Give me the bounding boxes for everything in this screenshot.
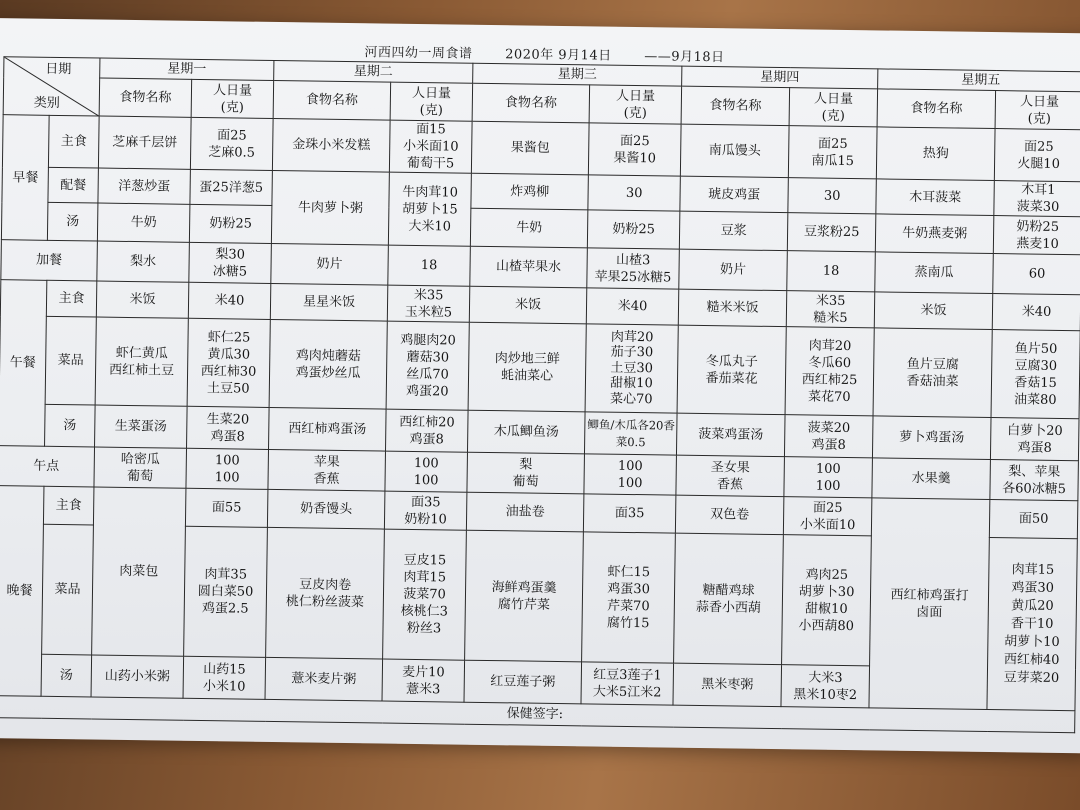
qty-cell: 100 100 — [186, 448, 269, 489]
food-cell: 西红柿鸡蛋汤 — [269, 407, 387, 451]
daily-qty-header: 人日量 (克) — [191, 79, 274, 118]
qty-cell: 虾仁15 鸡蛋30 芹菜70 腐竹15 — [582, 532, 676, 663]
cat-soup: 汤 — [45, 404, 96, 447]
qty-cell: 30 — [788, 178, 876, 214]
qty-cell: 肉茸20 冬瓜60 西红柿25 菜花70 — [785, 327, 874, 416]
qty-cell: 面25 火腿10 — [994, 129, 1080, 182]
meal-breakfast: 早餐 — [1, 115, 49, 241]
qty-cell: 米35 糙米5 — [786, 291, 875, 328]
qty-cell: 菠菜20 鸡蛋8 — [785, 415, 874, 458]
qty-cell: 米35 玉米粒5 — [387, 285, 470, 322]
food-cell: 山楂苹果水 — [470, 246, 588, 288]
food-cell: 糖醋鸡球 蒜香小西葫 — [674, 533, 784, 664]
food-cell: 薏米麦片粥 — [265, 657, 383, 701]
food-cell: 肉菜包 — [92, 487, 186, 656]
day-header-mon: 星期一 — [100, 58, 274, 80]
qty-cell: 肉茸35 圆白菜50 鸡蛋2.5 — [184, 526, 268, 657]
food-cell: 奶香馒头 — [267, 489, 385, 529]
food-cell: 洋葱炒蛋 — [98, 168, 190, 204]
corner-date-label: 日期 — [45, 61, 72, 78]
qty-cell: 肉茸15 鸡蛋30 黄瓜20 香干10 胡萝卜10 西红柿40 豆芽菜20 — [987, 538, 1077, 711]
food-cell: 菠菜鸡蛋汤 — [677, 413, 786, 457]
cat-dish: 菜品 — [45, 316, 96, 405]
school-title: 河西四幼一周食谱 — [364, 45, 473, 62]
food-cell: 炸鸡柳 — [471, 173, 588, 210]
cat-side: 配餐 — [48, 167, 98, 203]
food-cell: 双色卷 — [675, 495, 784, 535]
qty-cell: 面25 南瓜15 — [788, 126, 877, 179]
food-cell: 冬瓜丸子 番茄菜花 — [677, 325, 786, 414]
cat-soup: 汤 — [47, 202, 98, 241]
qty-cell: 鲫鱼/木瓜各20香 菜0.5 — [585, 412, 678, 455]
qty-cell: 牛肉茸10 胡萝卜15 大米10 — [388, 172, 471, 246]
qty-cell: 奶粉25 — [189, 204, 272, 243]
food-cell: 苹果 香蕉 — [268, 449, 386, 491]
food-cell: 梨水 — [97, 241, 190, 282]
food-cell: 琥皮鸡蛋 — [680, 176, 788, 213]
menu-paper — [0, 18, 1080, 753]
meal-dinner: 晚餐 — [0, 486, 44, 697]
food-cell: 奶片 — [271, 243, 389, 285]
food-cell: 热狗 — [876, 127, 995, 181]
food-name-header: 食物名称 — [273, 80, 391, 120]
day-header-thu: 星期四 — [682, 66, 878, 89]
food-cell: 黑米枣粥 — [673, 663, 782, 707]
qty-cell: 山楂3 苹果25冰糖5 — [587, 248, 680, 289]
qty-cell: 18 — [388, 245, 471, 286]
qty-cell: 面50 — [989, 500, 1078, 539]
qty-cell: 蛋25洋葱5 — [190, 169, 272, 205]
qty-cell: 山药15 小米10 — [183, 656, 266, 699]
food-cell: 虾仁黄瓜 西红柿土豆 — [95, 317, 188, 406]
food-cell: 水果羹 — [872, 458, 991, 500]
qty-cell: 米40 — [992, 294, 1080, 331]
daily-qty-header: 人日量 (克) — [995, 91, 1080, 130]
food-cell: 梨 葡萄 — [467, 452, 585, 494]
qty-cell: 西红柿20 鸡蛋8 — [386, 409, 469, 452]
meal-snack: 加餐 — [1, 240, 98, 281]
date-from: 2020年 9月14日 — [505, 47, 612, 64]
qty-cell: 60 — [993, 254, 1080, 295]
food-cell: 米饭 — [96, 281, 188, 318]
qty-cell: 30 — [588, 175, 680, 211]
food-cell: 奶片 — [679, 249, 788, 291]
food-cell: 木耳菠菜 — [876, 179, 994, 216]
qty-cell: 虾仁25 黄瓜30 西红柿30 土豆50 — [187, 318, 270, 407]
qty-cell: 鸡腿肉20 蘑菇30 丝瓜70 鸡蛋20 — [386, 321, 469, 410]
food-cell: 牛奶燕麦粥 — [875, 214, 994, 254]
day-header-fri: 星期五 — [878, 69, 1080, 92]
corner-category-label: 类别 — [33, 95, 60, 111]
qty-cell: 面35 — [583, 494, 676, 533]
date-to: ——9月18日 — [644, 49, 725, 66]
qty-cell: 面15 小米面10 葡萄干5 — [389, 120, 472, 173]
qty-cell: 面25 芝麻0.5 — [190, 117, 273, 170]
qty-cell: 红豆3莲子1 大米5江米2 — [581, 662, 674, 705]
food-name-header: 食物名称 — [877, 89, 996, 129]
qty-cell: 肉茸20 茄子30 土豆30 甜椒10 菜心70 — [585, 324, 678, 413]
qty-cell: 100 100 — [784, 457, 873, 498]
day-header-wed: 星期三 — [473, 63, 682, 86]
food-cell: 哈密瓜 葡萄 — [94, 447, 187, 488]
food-cell: 圣女果 香蕉 — [676, 455, 785, 497]
food-cell: 豆浆 — [679, 211, 788, 251]
qty-cell: 面35 奶粉10 — [384, 491, 467, 530]
food-cell: 星星米饭 — [270, 283, 387, 321]
qty-cell: 面25 小米面10 — [783, 497, 872, 536]
cat-staple: 主食 — [43, 486, 94, 525]
qty-cell: 鸡肉25 胡萝卜30 甜椒10 小西葫80 — [782, 535, 872, 666]
qty-cell: 木耳1 菠菜30 — [994, 181, 1080, 217]
food-cell: 牛肉萝卜粥 — [271, 170, 389, 245]
daily-qty-header: 人日量 (克) — [390, 82, 473, 121]
qty-cell: 奶粉25 燕麦10 — [993, 216, 1080, 255]
food-cell: 鱼片豆腐 香菇油菜 — [873, 328, 992, 418]
food-cell: 牛奶 — [97, 203, 190, 242]
food-name-header: 食物名称 — [99, 78, 192, 117]
food-cell: 山药小米粥 — [91, 655, 184, 698]
qty-cell: 麦片10 薏米3 — [382, 659, 465, 702]
food-cell: 南瓜馒头 — [680, 124, 789, 178]
qty-cell: 豆皮15 肉茸15 菠菜70 核桃仁3 粉丝3 — [383, 529, 467, 660]
qty-cell: 米40 — [586, 288, 679, 325]
qty-cell: 米40 — [188, 282, 271, 319]
daily-qty-header: 人日量 (克) — [589, 85, 682, 124]
qty-cell: 鱼片50 豆腐30 香菇15 油菜80 — [991, 330, 1080, 419]
food-cell: 鸡肉炖蘑菇 鸡蛋炒丝瓜 — [269, 319, 387, 409]
food-cell: 油盐卷 — [466, 492, 584, 532]
food-cell: 米饭 — [469, 286, 586, 324]
daily-qty-header: 人日量 (克) — [789, 88, 878, 127]
qty-cell: 面55 — [185, 488, 268, 527]
food-cell: 海鲜鸡蛋羹 腐竹芹菜 — [465, 530, 584, 662]
food-cell: 蒸南瓜 — [875, 252, 994, 294]
food-cell: 米饭 — [874, 292, 992, 330]
food-cell: 金珠小米发糕 — [272, 118, 390, 172]
qty-cell: 100 100 — [584, 454, 677, 495]
qty-cell: 奶粉25 — [587, 210, 680, 249]
cat-soup: 汤 — [41, 654, 92, 697]
qty-cell: 面25 果酱10 — [588, 123, 681, 176]
food-cell: 果酱包 — [471, 121, 589, 175]
qty-cell: 生菜20 鸡蛋8 — [187, 406, 270, 449]
qty-cell: 18 — [787, 251, 876, 292]
cat-staple: 主食 — [48, 115, 99, 168]
food-cell: 萝卜鸡蛋汤 — [873, 416, 992, 460]
qty-cell: 100 100 — [385, 451, 468, 492]
food-cell: 糙米米饭 — [678, 289, 786, 327]
qty-cell: 白萝卜20 鸡蛋8 — [990, 418, 1079, 461]
food-name-header: 食物名称 — [472, 83, 590, 123]
qty-cell: 豆浆粉25 — [787, 213, 876, 252]
food-cell: 豆皮肉卷 桃仁粉丝菠菜 — [266, 527, 385, 659]
cat-dish: 菜品 — [42, 524, 94, 655]
meal-afternoon: 午点 — [0, 446, 95, 487]
food-cell: 牛奶 — [470, 208, 588, 248]
food-cell: 西红柿鸡蛋打 卤面 — [869, 498, 990, 710]
qty-cell: 梨、苹果 各60冰糖5 — [990, 460, 1079, 501]
corner-cell — [3, 57, 100, 116]
food-cell: 红豆莲子粥 — [464, 660, 582, 704]
health-signature: 保健签字: — [0, 696, 1075, 733]
cat-staple: 主食 — [46, 280, 96, 317]
food-cell: 肉炒地三鲜 蚝油菜心 — [468, 322, 586, 412]
meal-lunch: 午餐 — [0, 280, 47, 447]
food-cell: 生菜蛋汤 — [95, 405, 188, 448]
qty-cell: 大米3 黑米10枣2 — [781, 665, 870, 708]
food-cell: 芝麻千层饼 — [98, 116, 191, 169]
food-name-header: 食物名称 — [681, 86, 790, 126]
day-header-tue: 星期二 — [274, 60, 473, 83]
qty-cell: 梨30 冰糖5 — [189, 242, 272, 283]
food-cell: 木瓜鲫鱼汤 — [468, 410, 586, 454]
weekly-menu-table — [0, 56, 1080, 733]
